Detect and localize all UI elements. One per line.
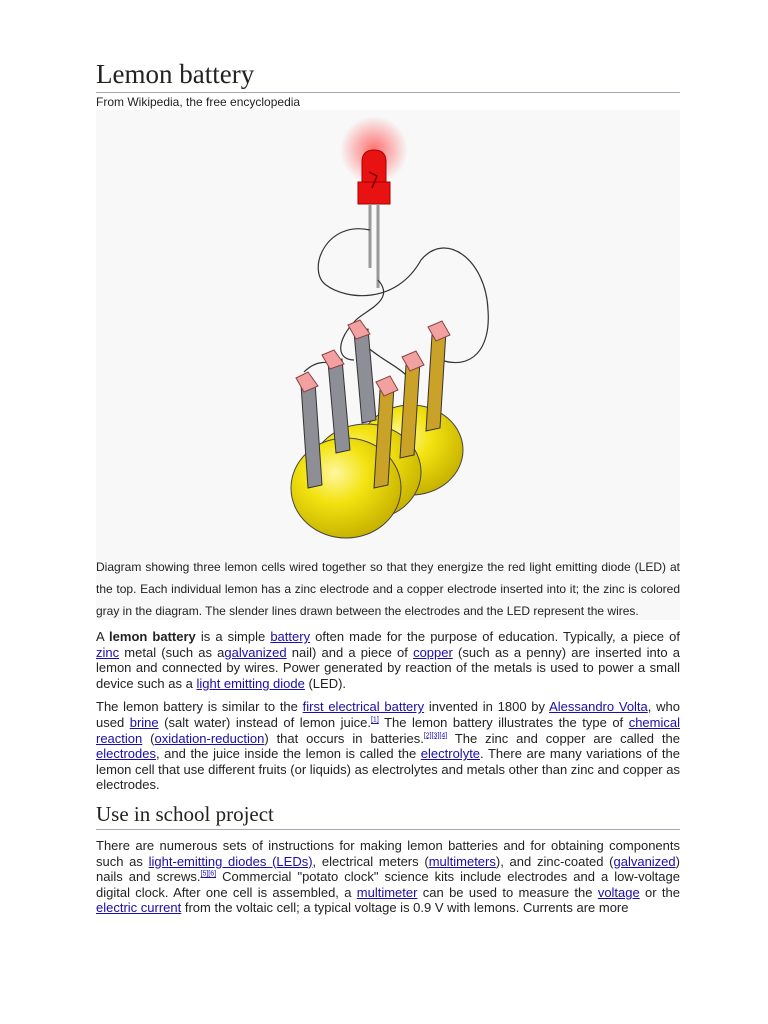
link-multimeters[interactable]: multimeters	[428, 853, 496, 869]
lemon-battery-figure	[96, 110, 680, 620]
figure-caption: Diagram showing three lemon cells wired together so that they energize the red light emitting diode (LED) at the top. Each individual lemon has a zinc electrode and a copper electrode inserted into it; the zinc is colored gray in the diagram. The slender lines drawn between the electrodes and the LED represent the wires.	[96, 560, 680, 618]
wire	[318, 229, 488, 363]
link-brine[interactable]: brine	[129, 714, 159, 730]
paragraph-history: The lemon battery is similar to the first electrical battery invented in 1800 by Alessandro Volta, who used brine (salt water) instead of lemon juice.[1] The lemon battery illustrates the type of chemical reaction (oxidation-reduction) that occurs in batteries.[2][3][4] The zinc and copper are called the electrodes, and the juice inside the lemon is called the electrolyte. There are many variations of the lemon cell that use different fruits (or liquids) as electrolytes and metals other than zinc and copper as electrodes.	[96, 699, 680, 793]
link-electrodes[interactable]: electrodes	[96, 746, 156, 762]
reference-link[interactable]: [1]	[370, 716, 379, 724]
link-copper[interactable]: copper	[413, 644, 453, 660]
link-voltage[interactable]: voltage	[597, 884, 640, 900]
reference-link[interactable]: [5][6]	[200, 870, 217, 878]
site-tagline: From Wikipedia, the free encyclopedia	[96, 95, 301, 109]
link-chemical-reaction[interactable]: chemical reaction	[96, 714, 680, 746]
link-zinc[interactable]: zinc	[96, 644, 120, 660]
link-electric-current[interactable]: electric current	[96, 900, 182, 916]
lemon-battery-diagram	[96, 110, 680, 550]
link-galvanized[interactable]: galvanized	[224, 644, 287, 660]
copper-electrode	[426, 321, 450, 431]
zinc-electrode	[322, 350, 350, 453]
zinc-electrode	[348, 320, 376, 423]
link-galvanized[interactable]: galvanized	[613, 853, 676, 869]
paragraph-school: There are numerous sets of instructions for making lemon batteries and for obtaining components such as light-emitting diodes (LEDs), electrical meters (multimeters), and zinc-coated (galvanized) nails and screws.[5][6] Commercial "potato clock" science kits include electrodes and a low-voltage digital clock. After one cell is assembled, a multimeter can be used to measure the voltage or the electric current from the voltaic cell; a typical voltage is 0.9 V with lemons. Currents are more	[96, 837, 681, 916]
paragraph-intro: A lemon battery is a simple battery often made for the purpose of education. Typically, a piece of zinc metal (such as agalvanized nail) and a piece of copper (such as a penny) are inserted into a lemon and connected by wires. Power generated by reaction of the metals is used to power a small device such as a light emitting diode (LED).	[96, 629, 680, 691]
section-heading: Use in school project	[96, 801, 680, 830]
link-first-battery[interactable]: first electrical battery	[302, 699, 425, 715]
link-volta[interactable]: Alessandro Volta	[549, 699, 648, 715]
page-title: Lemon battery	[96, 58, 680, 93]
link-led[interactable]: light emitting diode	[196, 675, 305, 691]
link-multimeter[interactable]: multimeter	[356, 884, 418, 900]
reference-link[interactable]: [2][3][4]	[423, 732, 448, 740]
led-icon	[362, 150, 386, 182]
bold-term: lemon battery	[109, 629, 196, 644]
article-body	[96, 629, 680, 924]
link-redox[interactable]: oxidation-reduction	[154, 730, 265, 746]
led-base	[358, 182, 390, 204]
link-battery[interactable]: battery	[270, 629, 311, 644]
link-electrolyte[interactable]: electrolyte	[420, 746, 481, 762]
link-leds[interactable]: light-emitting diodes (LEDs)	[148, 853, 313, 869]
